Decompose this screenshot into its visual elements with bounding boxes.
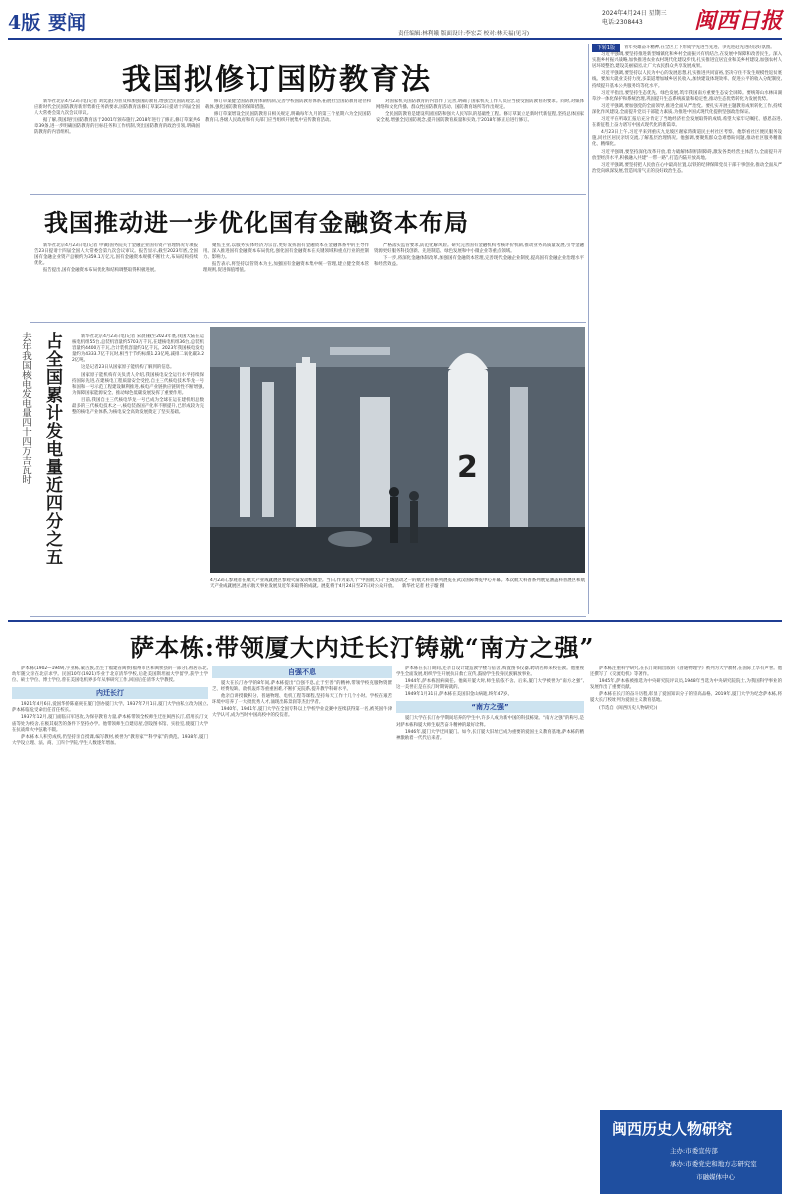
photo-credit: 新华社记者 杜子璇 摄	[402, 584, 445, 590]
article4-headline: 萨本栋:带领厦大内迁长汀铸就“南方之强”	[130, 633, 595, 662]
paragraph: 习近平强调,要坚持把人民放在心中最高位置,以铁的纪律保障党员干部干事创业,推动全面从严治党向纵深发展,营造风清气正的良好政治生态。	[592, 162, 782, 174]
paragraph: 国家原子能机构有关负责人介绍,我国核电安全运行水平持续保持国际先进,在建核电工程质量安全受控,自主三代核电技术华龙一号和国和一号示范工程建设顺利推进,核电产业链供应链韧性不断增强,为保障国家能源安全、推动绿色低碳发展发挥了重要作用。	[72, 372, 204, 396]
lead-paragraph: 萨本栋(1902—1949),字亚栋,蒙古族,出生于福建省闽侯(福州市区和闽侯县的一部分),祖居东北,幼年随父亲在北京求学。民国10年(1921)毕业于北京清华学校,后赴美国斯坦福大学留学,获学士学位、硕士学位、博士学位,曾在美国电机界多年从事研究工作,回国后任清华大学教授。	[12, 666, 208, 684]
editors-line: 责任编辑:林利娥 版面设计:李宏芸 校对:林天福(见习)	[398, 31, 530, 37]
section-name: 要闻	[48, 12, 87, 34]
svg-text:2: 2	[457, 450, 478, 485]
paragraph: 他亲自讲授微积分、普通物理、电机工程等课程,坚持每天工作十几个小时。学校在艰苦环境中培养了一大批优秀人才,涌现出陈景润等杰出学者。	[212, 694, 392, 706]
paragraph: 对国家机关国防教育的内容作了完善,明确了国家机关工作人员应当接受国防教育的要求。同时,对媒体网络和文化传播、群众性国防教育活动、国防教育场所等作出规定。	[376, 99, 584, 111]
paragraph: 4月23日上午,习近平来到重庆九龙坡区谢家湾街道民主村社区考察。他察看社区便民服务设施,同社区居民亲切交流,了解基层治理情况。他强调,要聚焦群众急难愁盼问题,推动社区服务精准化、精细化。	[592, 130, 782, 148]
divider	[30, 322, 586, 323]
article1-col2	[205, 99, 371, 187]
caption-text: 4月23日,参观者在航天产业成就展区参观火箭发动机模型。当日,作为第九个“中国航天日”主场活动之一的航天科普系列展览在武汉国际博览中心开幕。本次航天科普系列展览涵盖科普展区和航天产业成就展区,展示航天事业发展及近年来取得的成就。展览将于4月24日至27日对公众开放。	[210, 578, 585, 590]
paragraph: 报告表示,将坚持以管资本为主,加强国有金融资本集中统一管理,建立健全资本管理规则,促进保值增值。	[203, 262, 369, 274]
series-box	[600, 1110, 782, 1194]
masthead-rule	[8, 38, 782, 40]
right-column-banner: 下转1版	[592, 44, 620, 52]
article4-col2	[212, 666, 392, 1194]
subhead-ziqiang: 自强不息	[212, 666, 392, 678]
paragraph: 聚焦主业,以服务实体经济为宗旨,更好发挥国有金融资本在金融体系中的主导作用。深入推进国有金融资本布局优化,强化国有金融资本在关键领域和重点行业的控制力、影响力。	[203, 243, 369, 261]
article4-col3	[396, 666, 584, 1194]
paragraph: 1945年,萨本栋被推选为中央研究院评议员,1948年当选为中央研究院院士,为我国科学事业的发展作出了重要贡献。	[590, 679, 782, 691]
paragraph: 习近平指出,要坚持生态优先、绿色发展,筑牢我国南方重要生态安全屏障。要统筹山水林田湖草沙一体化保护和系统治理,巩固提升生态系统质量和稳定性,推动生态优势转化为发展优势。	[592, 90, 782, 102]
paragraph: 1949年1月31日,萨本栋在美国旧金山病逝,终年47岁。	[405, 692, 512, 698]
paragraph: 修订草案增设全民国防教育日相关规定,明确每年九月的第三个星期六为全民国防教育日,各级人民政府和有关部门应当组织开展集中宣传教育活动。	[205, 112, 371, 124]
paragraph: 萨本栋注重科学研究,在长汀期间出版的《普通物理学》被列为大学教材,在国际上享有声誉。他还撰写了《交流电机》等著作。	[590, 666, 782, 678]
paragraph: 目前,我国自主三代核电华龙一号已成为全球在运在建机组总数最多的三代核电技术之一,核电装备国产化率不断提升,已形成较为完整的核电产业体系,为核电安全高效发展奠定了坚实基础。	[72, 397, 204, 416]
paragraph: 新华社北京4月23日电(记者 宋晨)截至2023年底,我国大陆在运核电机组55台,总装机容量约5703万千瓦,在建核电机组36台,总装机容量约4400万千瓦,合计装机容量约1亿千瓦。2023年我国核电发电量约为4333.7亿千瓦时,相当于节约标煤1.23亿吨,减排二氧化碳3.22亿吨。	[72, 334, 204, 364]
paragraph: 1940年、1941年,厦门大学在全国专科以上学校学业竞赛中连续获得第一名,被英国牛津大学认可,成为当时中国高校中的佼佼者。	[212, 707, 392, 719]
paragraph: 全民国防教育是建设巩固国防和强大人民军队的基础性工程。修订草案立足新时代新征程,坚持总体国家安全观,增强全民国防观念,提升国防教育质量和实效,于2018年修正后进行修订。	[376, 112, 584, 124]
right-column-text	[592, 45, 782, 615]
paragraph: 厦大在长汀办学的8年间,萨本栋提出“自强不息,止于至善”的精神,带领学校克服物资匮乏、经费短缺、敌机轰炸等重重困难,不断扩充院系,提升教学科研水平。	[212, 681, 392, 693]
paragraph: 这是记者23日从国家原子能机构了解到的信息。	[81, 365, 175, 371]
paragraph: 习近平强调,要坚持深化改革开放,着力破解体制机制障碍,激发各类经营主体活力,全面提升开放型经济水平,积极融入共建“一带一路”,打造内陆开放高地。	[592, 149, 782, 161]
article1-col1	[34, 99, 200, 187]
photo-caption	[210, 578, 585, 614]
article1-headline: 我国拟修订国防教育法	[122, 62, 433, 96]
column-divider	[588, 44, 589, 614]
subhead-neiqian: 内迁长汀	[12, 687, 208, 699]
paragraph: 1937年12月,厦门面临日军进攻,为保存教育力量,萨本栋带领全校师生迁往闽西长汀,借用长汀文庙等处为校舍,在极其艰苦的条件下坚持办学。他带领师生自建房屋,创设图书馆、实验室,使厦门大学在抗战烽火中弦歌不辍。	[12, 715, 208, 733]
subhead-nanfangzhiqiang: “南方之强”	[396, 701, 584, 713]
paragraph: 1944年,萨本栋因病离任。他离开厦大时,师生依依不舍。后来,厦门大学被誉为“南方之强”,这一美誉正是在长汀时期铸就的。	[396, 679, 584, 691]
divider	[30, 616, 586, 617]
article3-body	[72, 334, 204, 574]
phone-line: 电话:2308443	[602, 19, 643, 26]
paragraph: 修订草案健全国防教育体制机制,完善学校国防教育体系,拓展社会国防教育途径和载体,强化国防教育的保障措施。	[205, 99, 371, 111]
photo-illustration	[210, 327, 585, 573]
article1-col3	[376, 99, 584, 187]
news-photo	[210, 327, 585, 573]
paragraph: 严格落实监管要求,防范化解风险。研究完善国有金融机构考核评价机制,推动业务高质量发展,引导金融资源更好服务科技创新、先进制造、绿色发展和中小微企业等重点领域。	[374, 243, 584, 255]
paragraph: 习近平强调,要坚持以人民为中心的发展思想,扎实推进共同富裕,坚决守住不发生规模性返贫底线。要加大就业支持力度,多渠道增加城乡居民收入,加快建设体现效率、促进公平的收入分配制度,持续提升基本公共服务均等化水平。	[592, 71, 782, 89]
paragraph: 青年英雄奋斗精神,在全区上下形成学先进当先进、争先进赶先进的良好氛围。	[624, 45, 775, 50]
paragraph: 报告提出,国有金融资本布局优化和结构调整取得积极进展。	[43, 268, 159, 274]
paragraph: 新华社北京4月23日电(记者 刘奕湛)为普及和加强国防教育,增强全民国防观念,适应新时代全民国防教育新形势新任务新要求,国防教育法修订草案23日提请十四届全国人大常委会第九次会议审议。	[34, 99, 200, 117]
paragraph: 习近平强调,要加强党的全面领导,推进全面从严治党。要扎实开展主题教育成果转化工作,持续深化作风建设,全面提升党员干部能力素质,为推进中国式现代化提供坚强政治保证。	[592, 103, 782, 115]
paragraph: 新华社北京4月23日电(记者 申铖)国务院关于金融企业国有资产管理情况专项报告23日提请十四届全国人大常委会第九次会议审议。报告显示,截至2023年底,全国国有金融企业资产总额约为359.1万亿元,国有金融资本规模不断壮大,布局结构持续优化。	[34, 243, 198, 267]
article2-col1	[34, 243, 198, 317]
series-line: 承办:市委党史和地方志研究室	[670, 1160, 757, 1168]
series-title: 闽西历史人物研究	[612, 1120, 733, 1138]
article2-col2	[203, 243, 369, 317]
article3-vertical-headline: 占全国累计发电量近四分之五	[42, 332, 62, 566]
article2-col3	[374, 243, 584, 317]
section-rule	[8, 620, 782, 622]
article3-vertical-subhead: 去年我国核电发电量四十四万吉瓦时	[20, 332, 31, 484]
date-line: 2024年4月24日 星期三	[602, 10, 667, 17]
paper-name-logo: 闽西日报	[694, 8, 783, 34]
article2-headline: 我国推动进一步优化国有金融资本布局	[44, 208, 469, 237]
article4-col4	[590, 666, 782, 1026]
paragraph: 萨本栋本人积劳成疾,仍坚持亲自授课,编写教材,被誉为“教育家”“科学家”的典范。1938年,厦门大学设立理、法、商、工四个学院,学生人数逐年增加。	[12, 734, 208, 746]
paragraph: 厦门大学在长汀办学期间培养的学生中,许多人成为新中国的科技栋梁。“南方之强”的称号,是对萨本栋和厦大师生艰苦奋斗精神的最好诠释。	[396, 716, 584, 728]
paragraph: 萨本栋在长汀的奋斗历程,彰显了爱国知识分子的崇高品格。2019年,厦门大学为纪念萨本栋,将厦大长汀校址列为爱国主义教育基地。	[590, 692, 782, 704]
masthead	[8, 4, 782, 38]
page-number: 4版	[8, 12, 41, 34]
paragraph: 习近平强调,要坚持推进新型城镇化和乡村全面振兴有机结合,在发展中保障和改善民生。深入实施乡村振兴战略,加快推进农业农村现代化建设步伐,扎实推进宜居宜业和美乡村建设,加强农村人居环境整治,建设美丽家园,让广大农民群众共享发展成果。	[592, 52, 782, 70]
paragraph: (节选自《闽西历史人物研究》)	[599, 705, 658, 711]
series-line: 主办:市委宣传部	[670, 1147, 718, 1155]
paragraph: 下一步,将深化金融体制改革,加强国有金融资本管理,完善现代金融企业制度,提高国有金融企业治理水平和经营效益。	[374, 256, 584, 268]
divider	[30, 194, 586, 195]
series-line: 市融媒体中心	[696, 1173, 735, 1181]
paragraph: 萨本栋在长汀期间,还亲自设计建造教学楼与宿舍,购置图书仪器,聘请名师来校任教。他重视学生全面发展,组织学生开展抗日救亡宣传,鼓励学生投身民族解放事业。	[396, 666, 584, 678]
paragraph: 1946年,厦门大学迁回厦门。如今,长汀厦大旧址已成为重要的爱国主义教育基地,萨本栋的精神激励着一代代后来者。	[396, 729, 584, 741]
paragraph: 1921年4月6日,爱国华侨陈嘉庚在厦门创办厦门大学。1937年7月1日,厦门大学由私立改为国立,萨本栋临危受命出任首任校长。	[12, 702, 208, 714]
paragraph: 习近平在听取汇报后充分肯定了当地经济社会发展取得的成绩,希望大家牢记嘱托、感恩奋进,在新征程上奋力谱写中国式现代化的新篇章。	[592, 117, 782, 129]
paragraph: 据了解,我国现行国防教育法于2001年颁布施行,2018年进行了修正,修订草案共6章39条,进一步明确国防教育的目标任务和工作机制,突出国防教育的政治引领,明确国防教育的内容组织。	[34, 118, 200, 136]
article4-col1	[12, 666, 208, 1194]
